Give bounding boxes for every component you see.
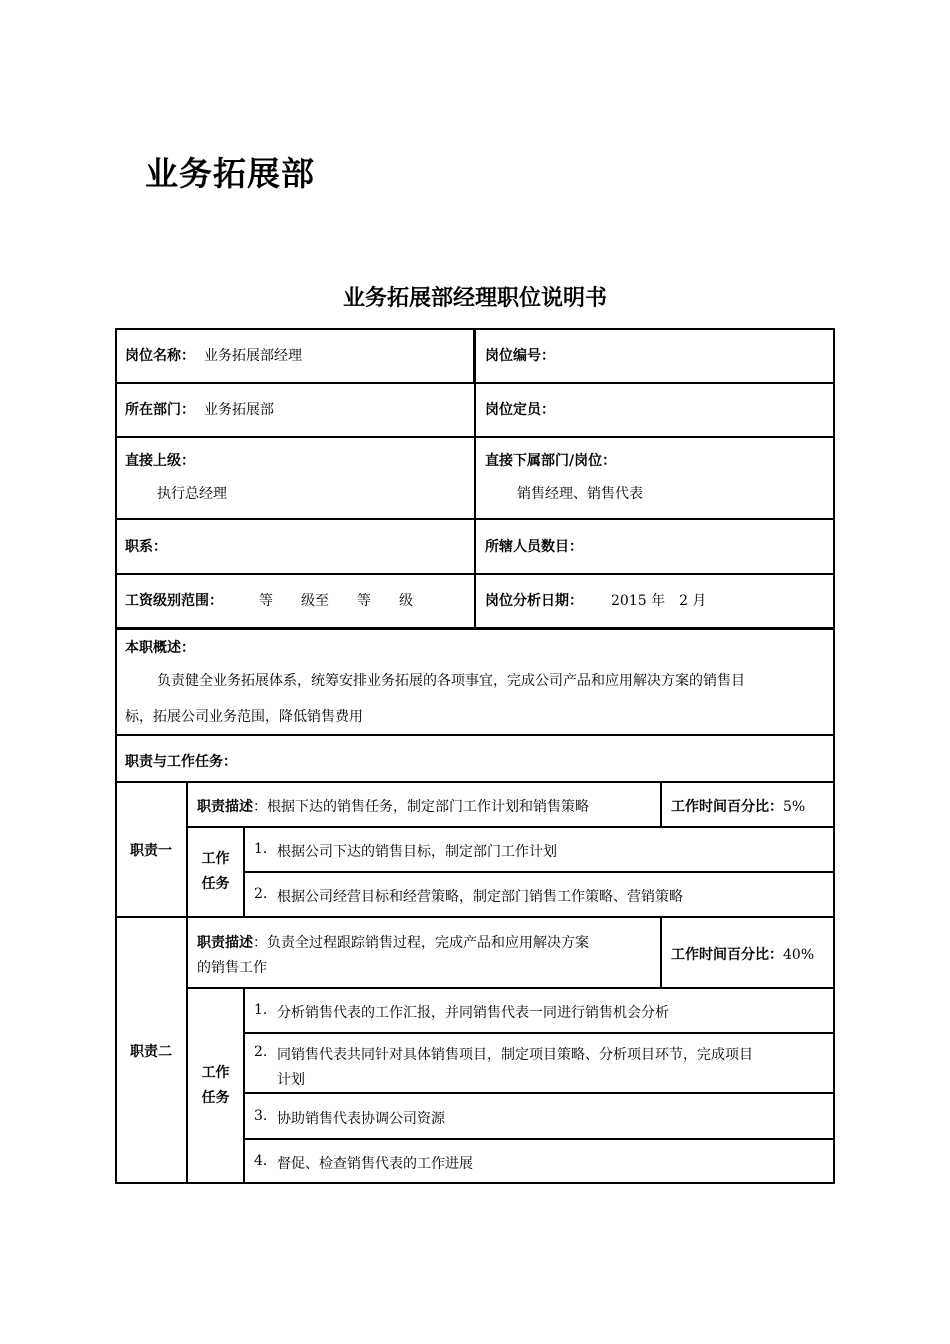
duty-2-task-label-line-1: 工作 <box>201 1065 230 1081</box>
duty-2-time-label: 工作时间百分比： <box>671 947 783 963</box>
duty-2-task-2-text-line-2: 计划 <box>277 1072 305 1088</box>
duty-1-task-1-text: 根据公司下达的销售目标，制定部门工作计划 <box>277 844 557 860</box>
duty-2-time-cell <box>661 917 835 988</box>
supervisor-cell <box>115 437 475 519</box>
analysis-date-value: 2015 年 2 月 <box>611 593 707 609</box>
duty-1-task-label <box>187 827 244 917</box>
position-code-cell <box>475 328 835 383</box>
position-name-value: 业务拓展部经理 <box>204 348 302 364</box>
subordinates-value: 销售经理、销售代表 <box>517 486 643 502</box>
duty-1-description-label: 职责描述 <box>197 799 253 815</box>
duty-2-task-label <box>187 988 244 1184</box>
duty-2-task-2 <box>244 1033 835 1093</box>
duty-2-description-line-1: ：负责全过程跟踪销售过程，完成产品和应用解决方案 <box>253 935 589 951</box>
duty-2-task-4-text: 督促、检查销售代表的工作进展 <box>277 1156 473 1172</box>
duty-2-task-1-text: 分析销售代表的工作汇报，并同销售代表一同进行销售机会分析 <box>277 1005 669 1021</box>
duty-2-task-1 <box>244 988 835 1033</box>
duties-heading: 职责与工作任务： <box>125 754 237 770</box>
duty-2-task-3-num: 3. <box>254 1108 268 1124</box>
duty-2-task-4 <box>244 1139 835 1184</box>
summary-line-2: 标，拓展公司业务范围，降低销售费用 <box>125 709 363 725</box>
relation-label: 职系： <box>125 539 167 555</box>
duty-1-task-label-line-2: 任务 <box>201 876 230 892</box>
department-cell <box>115 383 475 437</box>
duty-1-task-2-text: 根据公司经营目标和经营策略，制定部门销售工作策略、营销策略 <box>277 889 683 905</box>
duty-1-task-label-line-1: 工作 <box>201 851 230 867</box>
duty-2-description-cell <box>187 917 661 988</box>
duty-2-time-pct: 40% <box>783 947 815 963</box>
position-code-label: 岗位编号： <box>485 348 555 364</box>
salary-label: 工资级别范围： <box>125 593 223 609</box>
duty-2-task-2-text-line-1: 同销售代表共同针对具体销售项目，制定项目策略、分析项目环节，完成项目 <box>277 1047 753 1063</box>
duty-2-description-line-2: 的销售工作 <box>197 960 267 976</box>
duty-1-time-label: 工作时间百分比： <box>671 799 783 815</box>
duty-1-time-pct: 5% <box>783 799 806 815</box>
duty-2-task-4-num: 4. <box>254 1153 268 1169</box>
position-name-label: 岗位名称： <box>125 348 195 364</box>
analysis-date-label: 岗位分析日期： <box>485 593 583 609</box>
duty-1-description-cell <box>187 782 661 827</box>
summary-line-1: 负责健全业务拓展体系，统筹安排业务拓展的各项事宜，完成公司产品和应用解决方案的销售目 <box>157 673 745 689</box>
department-heading: 业务拓展部 <box>145 154 315 193</box>
duties-heading-cell <box>115 735 835 782</box>
subordinates-label: 直接下属部门/岗位： <box>485 453 617 469</box>
duty-2-task-label-line-2: 任务 <box>201 1090 230 1106</box>
duty-2-task-2-num: 2. <box>254 1044 268 1060</box>
duty-2-task-3 <box>244 1093 835 1139</box>
duty-1-task-1-num: 1. <box>254 841 268 857</box>
duty-2-task-3-text: 协助销售代表协调公司资源 <box>277 1111 445 1127</box>
duty-1-task-1 <box>244 827 835 872</box>
duty-1-name: 职责一 <box>115 782 187 917</box>
summary-cell <box>115 628 835 735</box>
staff-count-label: 所辖人员数目： <box>485 539 583 555</box>
duty-1-task-2 <box>244 872 835 917</box>
position-name-cell <box>115 328 475 383</box>
analysis-date-cell <box>475 574 835 628</box>
duty-1-description: ：根据下达的销售任务，制定部门工作计划和销售策略 <box>253 799 589 815</box>
duty-1-time-cell <box>661 782 835 827</box>
duty-1-task-2-num: 2. <box>254 886 268 902</box>
department-label: 所在部门： <box>125 402 195 418</box>
headcount-cell <box>475 383 835 437</box>
summary-label: 本职概述： <box>125 640 195 656</box>
salary-range-cell <box>115 574 475 628</box>
supervisor-label: 直接上级： <box>125 453 195 469</box>
subordinates-cell <box>475 437 835 519</box>
relation-cell <box>115 519 475 574</box>
document-title: 业务拓展部经理职位说明书 <box>342 286 607 311</box>
duty-2-name: 职责二 <box>115 917 187 1184</box>
duty-2-description-label: 职责描述 <box>197 935 253 951</box>
staff-count-cell <box>475 519 835 574</box>
duty-2-task-1-num: 1. <box>254 1002 268 1018</box>
headcount-label: 岗位定员： <box>485 402 555 418</box>
salary-value: 等 级至 等 级 <box>259 593 413 609</box>
department-value: 业务拓展部 <box>204 402 274 418</box>
supervisor-value: 执行总经理 <box>157 486 227 502</box>
